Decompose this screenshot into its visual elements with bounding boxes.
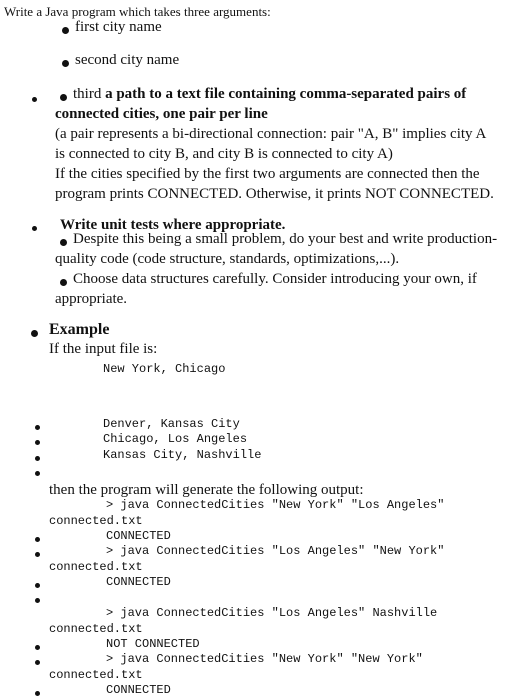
example-heading: Example — [49, 321, 110, 338]
bullet — [35, 660, 40, 665]
bullet — [35, 456, 40, 461]
run-file: connected.txt — [49, 514, 143, 528]
arg3-note-2: is connected to city B, and city B is connected to city A) — [55, 146, 393, 162]
quality-line2: quality code (code structure, standards, optimizations,...). — [55, 251, 400, 267]
run-output: CONNECTED — [106, 683, 171, 697]
bullet — [32, 97, 37, 102]
run-file: connected.txt — [49, 560, 143, 574]
arg3-note-1: (a pair represents a bi-directional connection: pair "A, B" implies city A — [55, 126, 487, 142]
arg3-result-2: program prints CONNECTED. Otherwise, it prints NOT CONNECTED. — [55, 186, 494, 202]
bullet — [60, 279, 67, 286]
bullet — [35, 583, 40, 588]
unit-tests-text: Write unit tests where appropriate. — [60, 217, 286, 233]
run-output: CONNECTED — [106, 529, 171, 543]
intro-text: Write a Java program which takes three arguments: — [4, 4, 271, 19]
run-file: connected.txt — [49, 622, 143, 636]
run-command: > java ConnectedCities "Los Angeles" "New York" — [106, 544, 445, 558]
run-command: > java ConnectedCities "New York" "Los Angeles" — [106, 498, 445, 512]
bullet — [35, 471, 40, 476]
bullet — [35, 552, 40, 557]
bullet — [62, 27, 69, 34]
output-intro: then the program will generate the following output: — [49, 482, 364, 498]
bullet — [35, 691, 40, 696]
bullet — [35, 440, 40, 445]
input-line: Denver, Kansas City — [103, 417, 240, 431]
quality-line4: appropriate. — [55, 291, 128, 307]
run-output: CONNECTED — [106, 575, 171, 589]
arg1-text: first city name — [75, 19, 162, 35]
run-file: connected.txt — [49, 668, 143, 682]
input-line: Kansas City, Nashville — [103, 448, 262, 462]
bullet — [62, 60, 69, 67]
bullet — [35, 598, 40, 603]
input-line: Chicago, Los Angeles — [103, 432, 248, 446]
bullet — [60, 239, 67, 246]
quality-line3: Choose data structures carefully. Consider introducing your own, if — [73, 271, 477, 287]
arg3-result-1: If the cities specified by the first two arguments are connected then the — [55, 166, 480, 182]
run-output: NOT CONNECTED — [106, 637, 200, 651]
quality-line1: Despite this being a small problem, do your best and write production- — [73, 231, 498, 247]
run-command: > java ConnectedCities "New York" "New York" — [106, 652, 423, 666]
bullet — [35, 645, 40, 650]
input-line: New York, Chicago — [103, 362, 226, 376]
arg3-prefix: third — [73, 86, 106, 102]
bullet — [32, 226, 37, 231]
run-command: > java ConnectedCities "Los Angeles" Nashville — [106, 606, 438, 620]
input-intro: If the input file is: — [49, 341, 158, 357]
arg3-bold-1: a path to a text file containing comma-separated pairs of — [105, 86, 467, 102]
bullet — [35, 537, 40, 542]
bullet — [31, 330, 38, 337]
arg2-text: second city name — [75, 52, 180, 68]
bullet — [35, 425, 40, 430]
arg3-bold-2: connected cities, one pair per line — [55, 106, 268, 122]
arg3-line1 — [73, 86, 466, 103]
bullet — [60, 94, 67, 101]
